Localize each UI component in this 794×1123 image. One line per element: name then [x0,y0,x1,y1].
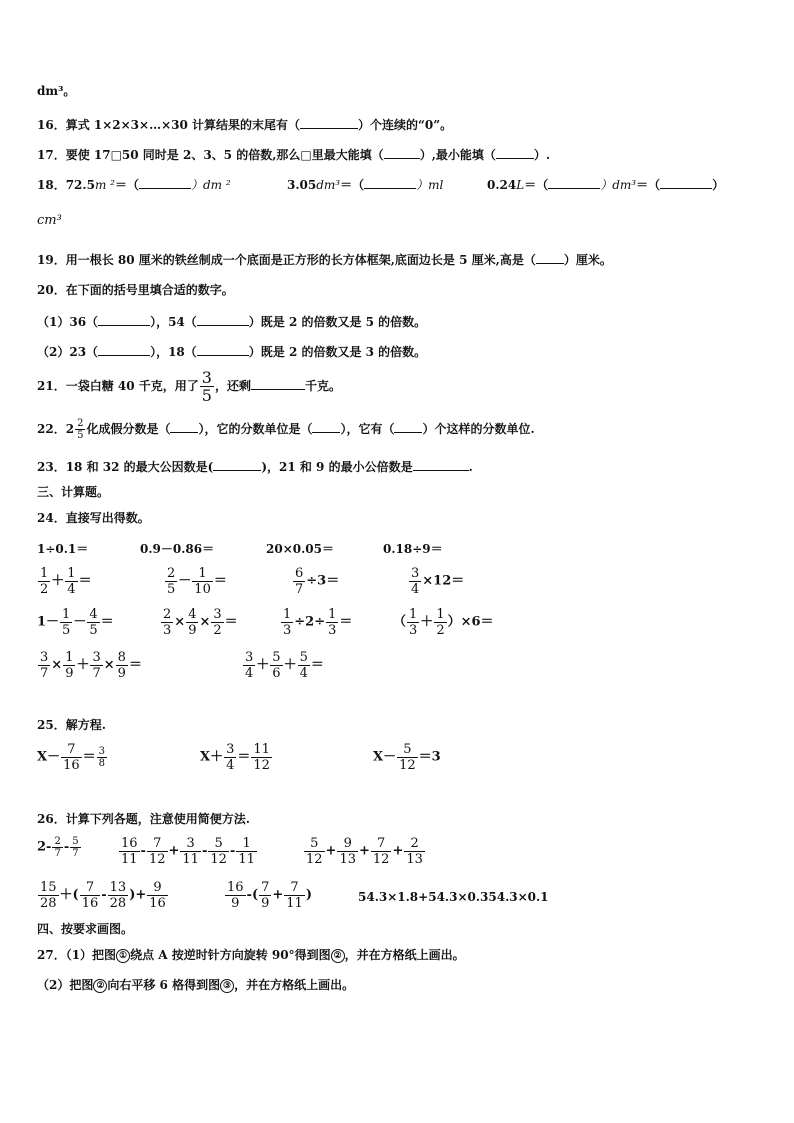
q27-part-2 [37,978,354,993]
q23-c: . [468,460,473,474]
q26-expr-3: $\frac{5}{12}$ + $\frac{9}{13}$ + $\frac{7}{12}$ + $\frac{2}{13}$ [306,836,423,867]
q18-unit-2: ）dm ² [190,178,231,192]
q27-part-1 [37,948,465,963]
q22-blank-1[interactable] [170,421,198,433]
q18-blank-4[interactable] [660,177,712,189]
q24-r3-2: $\frac{2}{3}$ × $\frac{4}{9}$ × $\frac{3}{2}$ ＝ [163,607,238,638]
q24-r3-4: （ $\frac{1}{3}$ ＋ $\frac{1}{2}$ ）×6＝ [393,607,494,638]
q26-expr-4: $\frac{15}{28}$ ＋( $\frac{7}{16}$ - $\frac{13}{28}$ )+ $\frac{9}{16}$ [40,880,166,911]
figure-2-circle: ② [331,949,345,963]
q22-a: 22．2 [37,422,75,436]
q18-b: 3.05 [287,178,317,192]
q27-p2-e: ，并在方格纸上画出。 [234,978,355,992]
figure-3-circle: ③ [220,979,234,993]
q25-eq-3: X－ $\frac{5}{12}$ ＝3 [373,742,441,773]
q20-part-1 [37,314,426,329]
q19-tail: ）厘米。 [563,253,612,267]
question-16 [37,117,452,132]
q16-text: 16．算式 1×2×3×…×30 计算结果的末尾有（ [37,118,301,132]
figure-2-circle-b: ② [93,979,107,993]
q22-d: ），它有（ [340,422,395,436]
q20-p2-c: ）既是 2 的倍数又是 3 的倍数。 [248,345,427,359]
q18-unit-3: dm³ [316,178,341,192]
q21-num: 3 [201,368,212,387]
q24-r3-1: 1－ $\frac{1}{5}$ － $\frac{4}{5}$ ＝ [37,607,114,638]
q18-unit-6: ）dm³ [600,178,637,192]
q27-p1-e: ，并在方格纸上画出。 [344,948,465,962]
q27-p2-b: 向右平移 6 格得到图 [107,978,221,992]
q21-blank[interactable] [251,378,305,390]
q23-b: )，21 和 9 的最小公倍数是 [261,460,413,474]
q18-unit-1: m ² [94,178,115,192]
q22-b: 化成假分数是（ [86,422,171,436]
question-18c [487,177,724,192]
q20-p2-a: （2）23（ [37,345,99,359]
question-21 [37,367,341,405]
q18-a: 18．72.5 [37,178,95,192]
q20-title: 20．在下面的括号里填合适的数字。 [37,283,234,297]
q17-blank-2[interactable] [496,147,534,159]
q17-tail: ）. [533,148,551,162]
q27-p1-a: 27．（1）把图 [37,948,117,962]
q23-a: 23．18 和 32 的最大公因数是( [37,460,214,474]
q15-tail: dm³。 [37,84,76,98]
q20-p2-blank-1[interactable] [98,344,150,356]
q24-r1-4: 0.18÷9＝ [383,542,443,556]
question-23 [37,459,473,474]
q20-p1-b: ），54（ [150,315,197,329]
q19-blank[interactable] [536,252,564,264]
q18-blank-3[interactable] [548,177,600,189]
q17-mid: ）,最小能填（ [419,148,496,162]
q18-unit-4: ）ml [416,178,444,192]
q20-p1-blank-1[interactable] [98,314,150,326]
q27-p1-b: 绕点 A 按逆时针方向旋转 90°得到图 [130,948,331,962]
q24-r2-3: $\frac{6}{7}$ ÷3＝ [295,566,340,597]
question-18b [287,177,443,192]
question-19 [37,252,612,267]
q18-eq3: ＝（ [524,178,549,192]
q18-blank-1[interactable] [139,177,191,189]
q21-fraction [200,369,214,404]
q23-blank-1[interactable] [213,459,261,471]
q18-blank-2[interactable] [364,177,416,189]
section-4-title: 四、按要求画图。 [37,922,134,936]
q22-num: 2 [77,418,84,429]
q26-expr-5: $\frac{16}{9}$ -( $\frac{7}{9}$ + $\frac{7}{11}$ ) [227,880,312,911]
q20-p1-a: （1）36（ [37,315,99,329]
q21-b: ，还剩 [214,379,251,393]
q24-r2-2: $\frac{2}{5}$ － $\frac{1}{10}$ ＝ [167,566,227,597]
q26-expr-2: $\frac{16}{11}$ - $\frac{7}{12}$ + $\frac{3}{11}$ - $\frac{5}{12}$ - $\frac{1}{11}$ [121,836,255,867]
q18-tail: ） [712,178,725,192]
q22-blank-3[interactable] [394,421,422,433]
q20-p1-c: ）既是 2 的倍数又是 5 的倍数。 [248,315,427,329]
q16-tail: ）个连续的“0”。 [358,118,453,132]
q19-text: 19．用一根长 80 厘米的铁丝制成一个底面是正方形的长方体框架,底面边长是 5 厘米,高是（ [37,253,536,267]
q26-expr-6: 54.3×1.8+54.3×0.354.3×0.1 [358,890,549,904]
q24-r2-4: $\frac{3}{4}$ ×12＝ [411,566,465,597]
q18-eq2: ＝（ [340,178,365,192]
q23-blank-2[interactable] [413,459,469,471]
q18-eq4: ＝（ [636,178,661,192]
q18-c: 0.24 [487,178,517,192]
q16-blank[interactable] [300,117,358,129]
section-3-title: 三、计算题。 [37,485,110,499]
q24-r1-2: 0.9－0.86＝ [140,542,215,556]
q24-r4-2: $\frac{3}{4}$ ＋ $\frac{5}{6}$ ＋ $\frac{5}{4}$ ＝ [245,650,324,681]
question-18 [37,177,231,192]
q17-text: 17．要使 17□50 同时是 2、3、5 的倍数,那么□里最大能填（ [37,148,384,162]
q20-part-2 [37,344,426,359]
q18-eq: ＝（ [114,178,139,192]
q24-r4-1: $\frac{3}{7}$ × $\frac{1}{9}$ ＋ $\frac{3}{7}$ × $\frac{8}{9}$ ＝ [40,650,142,681]
q26-expr-1: 2- $\frac{2}{7}$ - $\frac{5}{7}$ [37,836,79,859]
q24-title: 24．直接写出得数。 [37,511,150,525]
q20-p1-blank-2[interactable] [197,314,249,326]
q21-den: 5 [201,386,212,405]
question-22 [37,412,535,446]
q21-a: 21．一袋白糖 40 千克，用了 [37,379,199,393]
q18-cm: cm³ [37,213,62,228]
q22-blank-2[interactable] [312,421,340,433]
q20-p2-b: ），18（ [150,345,197,359]
q21-c: 千克。 [304,379,341,393]
q22-c: ），它的分数单位是（ [198,422,313,436]
q22-e: ）个这样的分数单位. [422,422,535,436]
q24-r3-3: $\frac{1}{3}$ ÷2÷ $\frac{1}{3}$ ＝ [283,607,353,638]
q25-title: 25．解方程. [37,718,106,732]
q24-r1-3: 20×0.05＝ [266,542,334,556]
q22-den: 5 [77,430,84,441]
q17-blank-1[interactable] [384,147,420,159]
q26-title: 26．计算下列各题，注意使用简便方法. [37,812,250,826]
q24-r1-1: 1÷0.1＝ [37,542,89,556]
figure-1-circle: ① [116,949,130,963]
q24-r2-1: $\frac{1}{2}$ ＋ $\frac{1}{4}$ ＝ [40,566,92,597]
q25-eq-1: X－ $\frac{7}{16}$ ＝ $\frac{3}{8}$ [37,742,106,773]
q27-p2-a: （2）把图 [37,978,94,992]
q20-p2-blank-2[interactable] [197,344,249,356]
question-17 [37,147,550,162]
q25-eq-2: X＋ $\frac{3}{4}$ ＝ $\frac{11}{12}$ [200,742,270,773]
q18-unit-5: L [516,178,525,192]
q22-fraction [75,418,85,441]
